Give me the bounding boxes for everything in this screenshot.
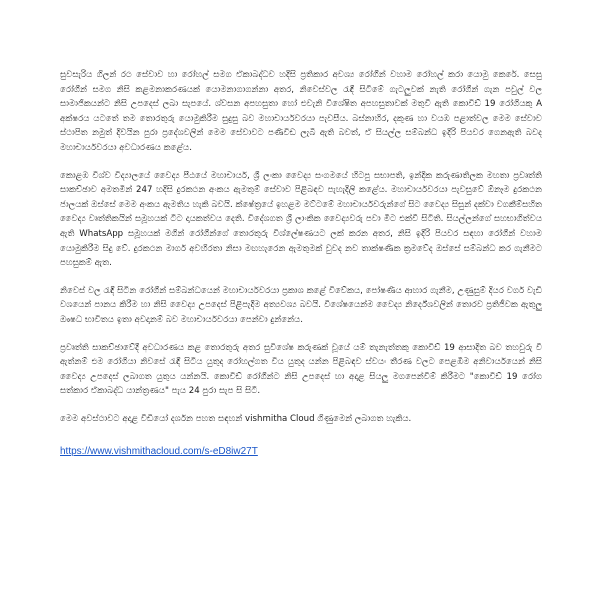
paragraph-ambulance-service: සුවසැරිය ගිලන් රථ සේවාව හා රෝහල් සමග ඒකාබද්ධව හදිසි ප්‍රතිකාර අවශ්‍ය රෝගීන් වහාම රෝහල් කරා යොමු කෙරේ. සෙසු රෝගීන් සමග නිසි කළමනාකරණයක් යොමනාගාගන්නා අතර, නිවෙස්වල රැඳී සිටීමේ ගැටලුවක් නැති රෝගීන් ගැන පවුල් වල සාමාජිකයන්ට නිසි උපදෙස් ලබා සැපයේ. ශ්වසන අපහසුතා හෝ එවැනි විශේෂිත අපහසුතාවක් මතුවී ඇති කොවිඩ් 19 රෝගියකු A අක්ෂරය යටතේ තම තොරතුරු යොමුකිරීම සුදුසු බව මහාචාර්යවරයා පැවසීය. බස්නාහිර, දකුණ හා වයඹ පළාත්වල මෙම සේවාව ස්ථාපිත නමුත් දිවයින පුරා ප්‍රදේශවලින් මෙම සේවාවට පණිවිඩ ලැබී ඇති බවත්, ඒ සියල්ල සම්බන්ධ ඉදිරි පියවර ගෙනඇති බවද මහාචාර්යවරයා අවධාරණය කළේය.: [60, 70, 542, 153]
paragraph-247-hotline: කොළඹ විශ්ව විද්‍යාලයේ වෛද්‍ය පීඨයේ මහාචාර්ය, ශ්‍රී ලංකා වෛද්‍ය සංගමයේ හිටපු සභාපති, ඉන්දික කරුණාතිලක මහතා ප්‍රවෘත්ති සාකච්ඡාව අමතමින් 247 හදිසි දුරකථන අංකය ඇමතුම් සේවාව පිළිබඳව පැහැදිලි කළේය. මහාචාර්යවරයා පැවසුවේ ඕනෑම දුරකථන ජාලයක් ඔස්සේ මෙම අංකය ඇමතිය හැකි බවයි. ක්ෂේත්‍රයේ ඉහළම මට්ටමේ මහාචාර්යවරුන්ගේ සිට වෛද්‍ය සිසුන් දක්වා වගකීම්සහිත වෛද්‍ය වෘත්තිකයින් සමූහයක් ටිට දායකත්වය දෙති. විදේශගත ශ්‍රී ලාංකික වෛද්‍යවරු පවා මීට එක්වී සිටිති. සියල්ලන්ගේ සහභාගිත්වය ඇති WhatsApp සමූහයක් මගින් රෝගීන්ගේ තොරතුරු විශ්ලේෂණයට ලක් කරන අතර, නිසි ඉදිරි පියවර සඳහා රෝගීන් වහාම යොමුකිරීම සිදු වේ. දුරකථන මාර්ග අවහිරතා නිසා මඟහැරෙන ඇමතුමක් වුවද නව තාක්ෂණික ක්‍රමවේද ඔස්සේ සම්බන්ධ කර ගැනීමට පහසුකම් ඇත.: [60, 170, 542, 269]
paragraph-care-mechanism: ප්‍රවෘත්ති සාකච්ඡාවේදී අවධාරණය කළ තොරතුරු අතර සුවිශේෂ කරුණක් වූයේ යම් තැනැත්තකු කොවිඩ් 19 ආසාදිත බව තහවුරු වී ඇත්නම් එම රෝගියා නිවසේ රැඳී සිටිය යුතුද රෝහල්ගත විය යුතුද යන්න පිළිබඳව ස්වයං තීරණ වලට පෙළඹීම අනිවාර්යයෙන් නිසි වෛද්‍ය උපදෙස් ලබාගත යුතුය යන්නයි. කොවිඩ් රෝගීන්ට නිසි උපදෙස් හා අදාළ සියලු මගපෙන්වීම් කිරීමට "කොවිඩ් 19 රෝග සත්කාර ඒකාබද්ධ යාන්ත්‍රණය" පැය 24 පුරා සැප සි සිටී.: [60, 342, 542, 397]
paragraph-home-care-advice: නිවෙස් වල රැඳී සිටින රෝගීන් සම්බන්ධයෙන් මහාචාර්යවරයා ප්‍රකාශ කළේ විවේකය, පෝෂණීය ආහාර ගැනීම, උණුසුම් දියර වර්ග වැඩි වශයෙන් පානය කිරීම හා නිසි වෛද්‍ය උපදෙස් පිළිපැදීම අත්‍යවශ්‍ය බවයි. විශේෂයෙන්ම වෛද්‍ය නිර්දේශවලින් තොරව ප්‍රතිජීවක ඇතුලු ඖෂධ භාවිතය ඉතා අවදානම් බව මහාචාර්යවරයා පෙන්වා දුන්නේය.: [60, 285, 542, 325]
video-link[interactable]: https://www.vishmithacloud.com/s-eD8iw27T: [60, 446, 258, 458]
article-body: [60, 68, 542, 458]
paragraph-video-source: මෙම අවස්ථාවට අදාළ වීඩියෝ දර්ශන පහත සඳහන් vishmitha Cloud ගිණුමෙන් ලබාගත හැකිය.: [60, 413, 412, 424]
